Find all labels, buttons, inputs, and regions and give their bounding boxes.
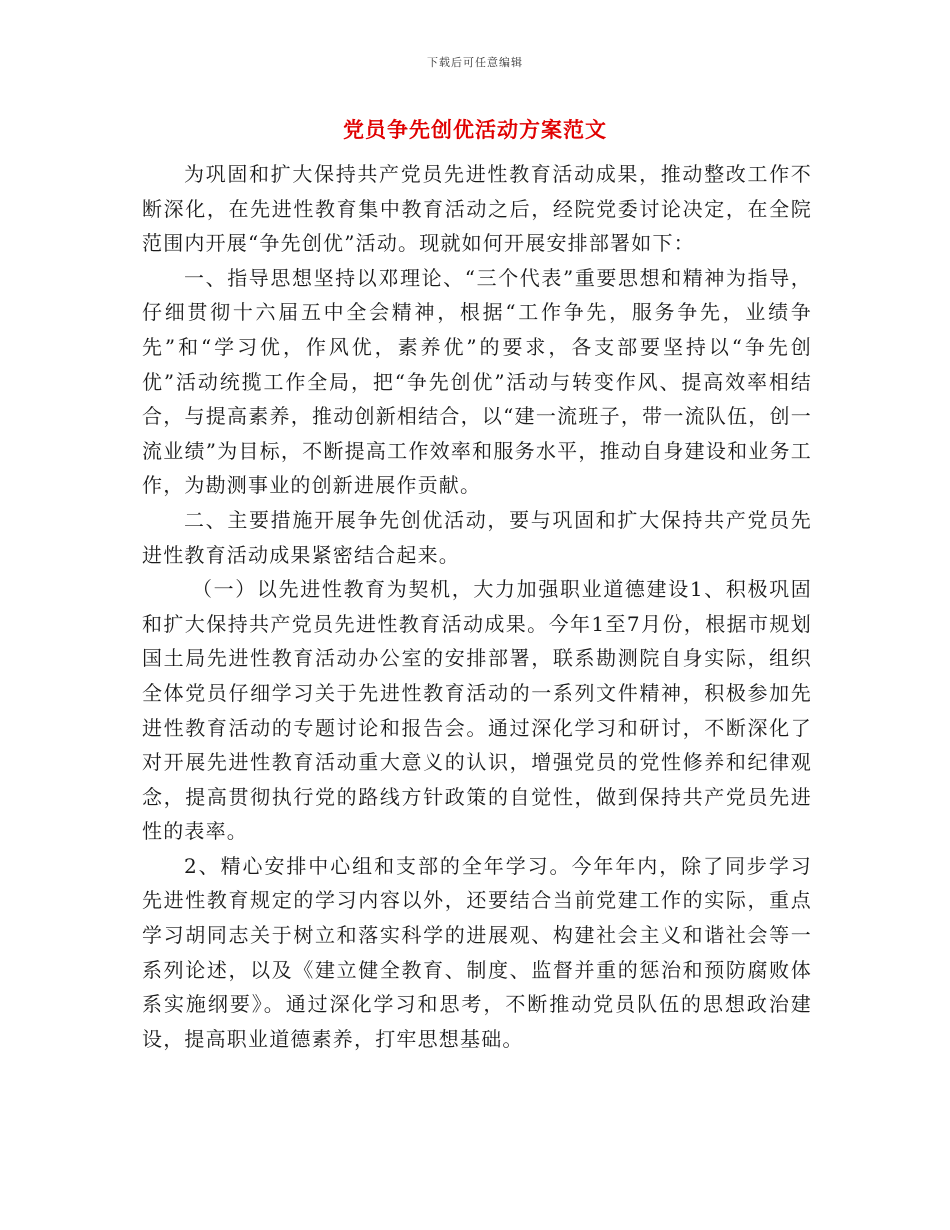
paragraph-measure-two: 2、精心安排中心组和支部的全年学习。今年年内，除了同步学习先进性教育规定的学习内容以外，还要结合当前党建工作的实际，重点学习胡同志关于树立和落实科学的进展观、构建社会主义和谐社会等一系列论述，以及《建立健全教育、制度、监督并重的惩治和预防腐败体系实施纲要》。通过深化学习和思考，不断推动党员队伍的思想政治建设，提高职业道德素养，打牢思想基础。	[142, 853, 812, 1051]
paragraph-intro: 为巩固和扩大保持共产党员先进性教育活动成果，推动整改工作不断深化，在先进性教育集中教育活动之后，经院党委讨论决定，在全院范围内开展“争先创优”活动。现就如何开展安排部署如下：	[142, 162, 812, 256]
paragraph-guiding-ideology: 一、指导思想坚持以邓理论、“三个代表”重要思想和精神为指导，仔细贯彻十六届五中全会精神，根据“工作争先，服务争先，业绩争先”和“学习优，作风优，素养优”的要求，各支部要坚持以“争先创优”活动统揽工作全局，把“争先创优”活动与转变作风、提高效率相结合，与提高素养，推动创新相结合，以“建一流班子，带一流队伍，创一流业绩”为目标，不断提高工作效率和服务水平，推动自身建设和业务工作，为勘测事业的创新进展作贡献。	[142, 265, 812, 498]
paragraph-measure-one: （一）以先进性教育为契机，大力加强职业道德建设1、积极巩固和扩大保持共产党员先进性教育活动成果。今年1至7月份，根据市规划国土局先进性教育活动办公室的安排部署，联系勘测院自身实际，组织全体党员仔细学习关于先进性教育活动的一系列文件精神，积极参加先进性教育活动的专题讨论和报告会。通过深化学习和研讨，不断深化了对开展先进性教育活动重大意义的认识，增强党员的党性修养和纪律观念，提高贯彻执行党的路线方针政策的自觉性，做到保持共产党员先进性的表率。	[142, 577, 812, 844]
paragraph-main-measures: 二、主要措施开展争先创优活动，要与巩固和扩大保持共产党员先进性教育活动成果紧密结合起来。	[142, 507, 812, 567]
header-note: 下载后可任意编辑	[427, 56, 523, 69]
document-title: 党员争先创优活动方案范文	[343, 118, 607, 142]
document-body	[142, 157, 812, 1056]
